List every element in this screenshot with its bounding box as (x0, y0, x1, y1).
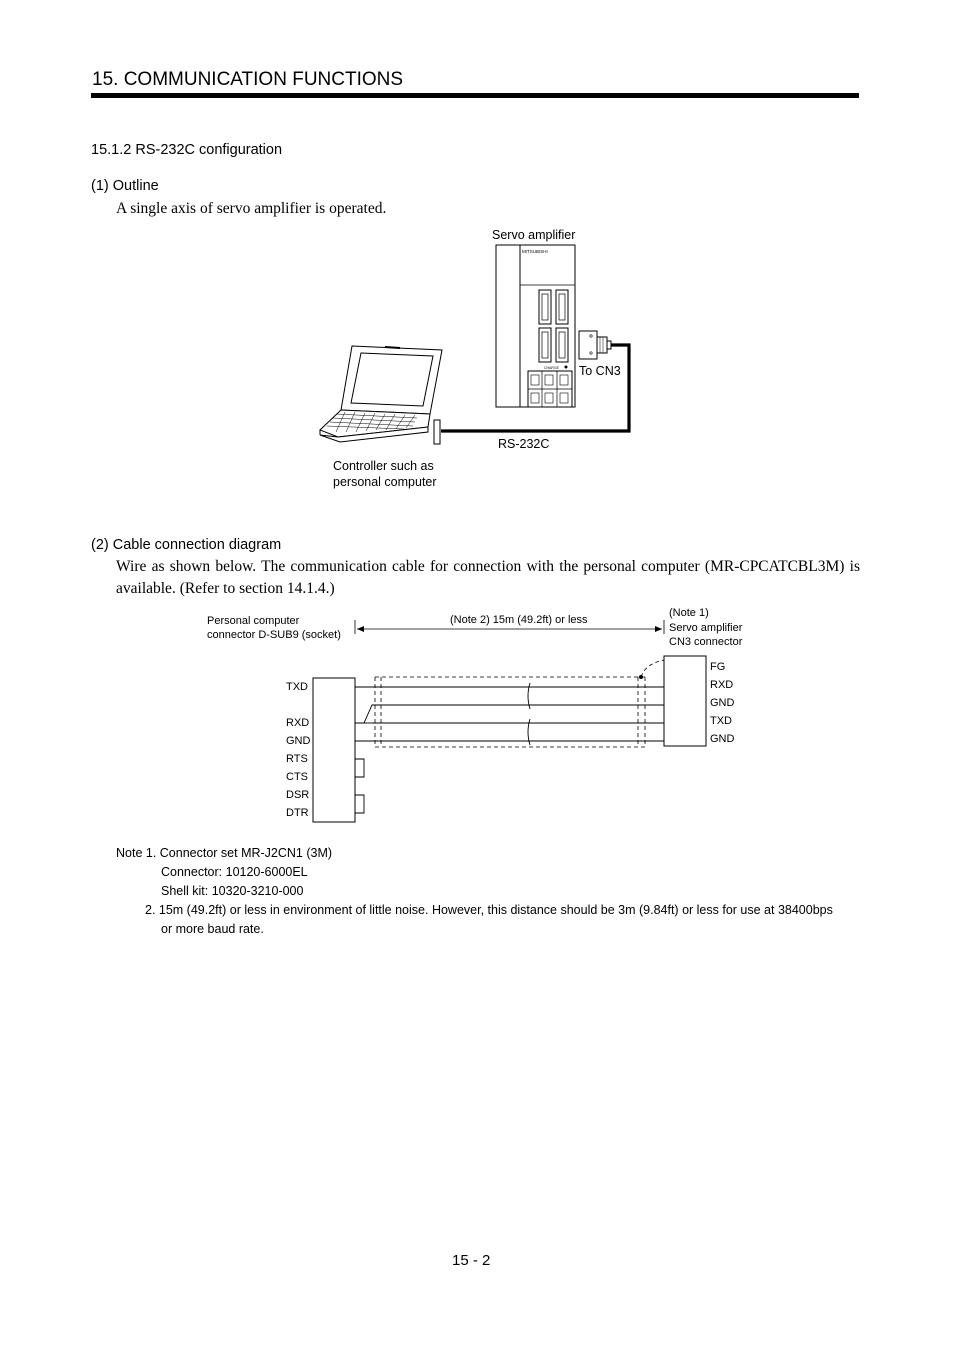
amp-signal-rxd: RXD (710, 679, 734, 691)
pc-connector-label-2: connector D-SUB9 (socket) (207, 629, 341, 641)
rs232c-label: RS-232C (498, 437, 550, 451)
pc-signal-gnd: GND (286, 735, 311, 747)
loop-rts-cts (355, 759, 364, 777)
page-number: 15 - 2 (452, 1252, 491, 1269)
amp-note-label: (Note 1) (669, 607, 709, 619)
note-2-line-1: 2. 15m (49.2ft) or less in environment of little noise. However, this distance should be 3m (9.84ft) or less for use at 38400bps (145, 903, 833, 917)
amp-signal-gnd-1: GND (710, 697, 735, 709)
amp-signal-fg: FG (710, 661, 726, 673)
note-1-line-2: Connector: 10120-6000EL (161, 865, 308, 879)
pc-connector-label-1: Personal computer (207, 615, 300, 627)
pc-signal-dsr: DSR (286, 789, 310, 801)
cable-length-label: (Note 2) 15m (49.2ft) or less (450, 614, 588, 626)
brand-text: MITSUBISHI (522, 249, 548, 254)
cable-shield (375, 660, 664, 747)
amp-connector-box (664, 656, 706, 746)
page-header-title: 15. COMMUNICATION FUNCTIONS (92, 69, 404, 90)
note-2-line-2: or more baud rate. (161, 922, 264, 936)
pc-signal-dtr: DTR (286, 807, 309, 819)
wire-gnd-gnd (355, 705, 664, 723)
loop-dsr-dtr (355, 795, 364, 813)
to-cn3-label: To CN3 (579, 364, 621, 378)
amp-connector-label-2: CN3 connector (669, 636, 743, 648)
amp-signal-gnd-2: GND (710, 733, 735, 745)
cable-text: Wire as shown below. The communication cable for connection with the personal computer (MR-CPCATCBL3M) is available. (Refer to section 14.1.4.) (116, 558, 860, 597)
controller-label-line1: Controller such as (333, 459, 434, 473)
pc-signal-rxd: RXD (286, 717, 310, 729)
outline-heading: (1) Outline (91, 178, 159, 194)
outline-text: A single axis of servo amplifier is operated. (116, 200, 387, 217)
note-1-line-1: Note 1. Connector set MR-J2CN1 (3M) (116, 846, 333, 860)
amp-signal-txd: TXD (710, 715, 732, 727)
servo-amplifier-label: Servo amplifier (492, 228, 576, 242)
section-heading: 15.1.2 RS-232C configuration (91, 142, 283, 158)
pc-connector-box (313, 678, 355, 822)
pc-signal-rts: RTS (286, 753, 308, 765)
pc-signal-txd: TXD (286, 681, 308, 693)
charge-text: CHARGE (544, 366, 559, 370)
note-1-line-3: Shell kit: 10320-3210-000 (161, 884, 304, 898)
cable-heading: (2) Cable connection diagram (91, 537, 282, 553)
amp-connector-label-1: Servo amplifier (669, 622, 743, 634)
controller-label-line2: personal computer (333, 475, 437, 489)
pc-signal-cts: CTS (286, 771, 308, 783)
